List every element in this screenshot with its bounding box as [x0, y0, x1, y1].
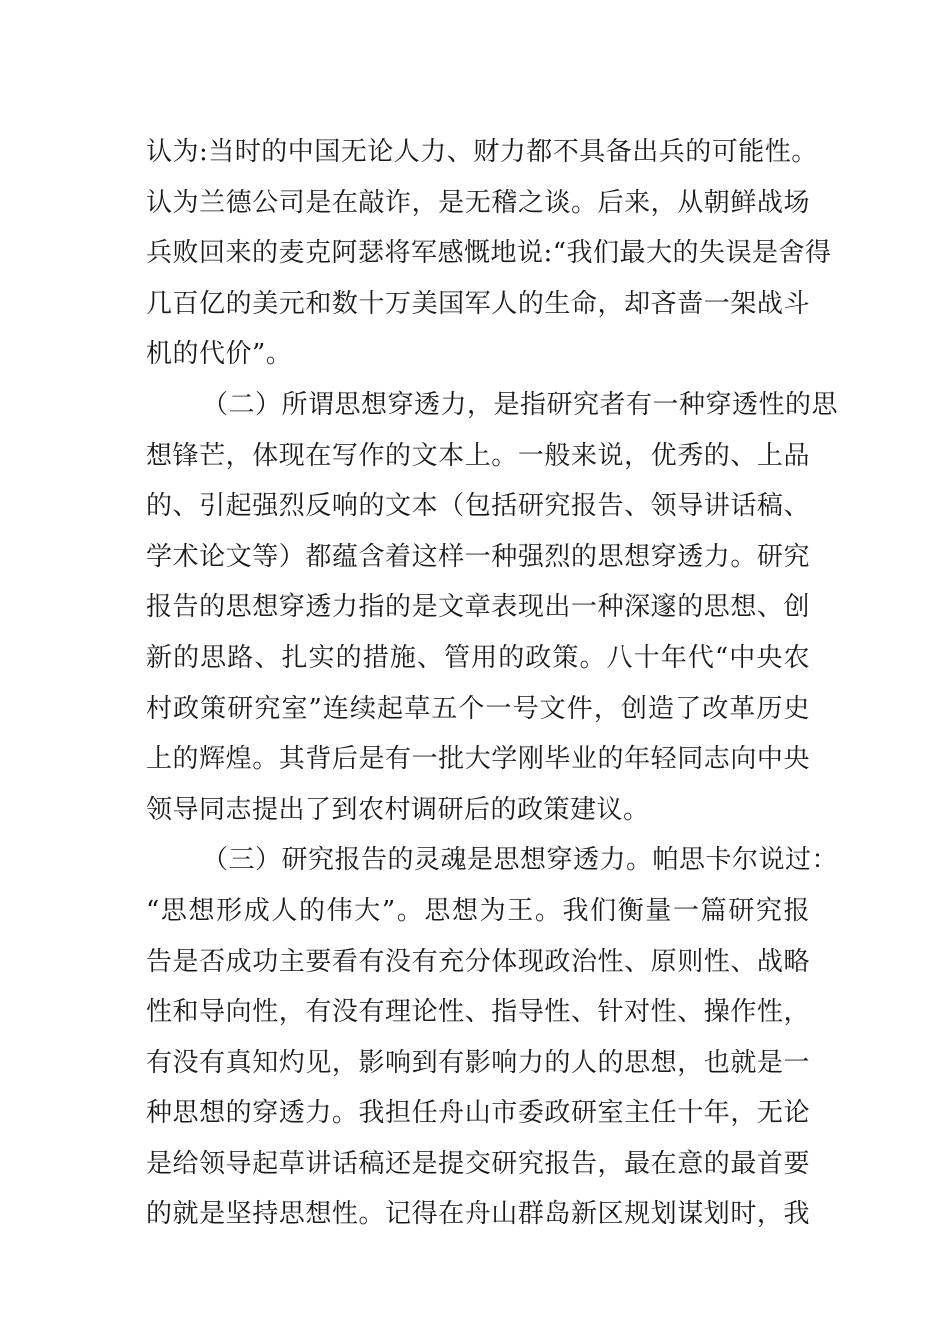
- text-line: 的就是坚持思想性。记得在舟山群岛新区规划谋划时，我: [146, 1199, 810, 1230]
- paragraph-section-two: [146, 380, 839, 835]
- text-line: 上的辉煌。其背后是有一批大学刚毕业的年轻同志向中央: [146, 744, 810, 775]
- text-line: 领导同志提出了到农村调研后的政策建议。: [146, 794, 650, 825]
- text-line: 报告的思想穿透力指的是文章表现出一种深邃的思想、创: [146, 592, 810, 623]
- text-line: 认为兰德公司是在敲诈，是无稽之谈。后来，从朝鲜战场: [146, 187, 810, 218]
- text-line: 机的代价”。: [146, 339, 293, 370]
- text-line: （三）研究报告的灵魂是思想穿透力。帕思卡尔说过：: [202, 845, 839, 876]
- text-line: 学术论文等）都蕴含着这样一种强烈的思想穿透力。研究: [146, 541, 810, 572]
- body-text: [146, 127, 839, 1240]
- text-line: “思想形成人的伟大”。思想为王。我们衡量一篇研究报: [146, 895, 810, 926]
- text-line: 村政策研究室”连续起草五个一号文件，创造了改革历史: [146, 693, 810, 724]
- text-line: 种思想的穿透力。我担任舟山市委政研室主任十年，无论: [146, 1098, 810, 1129]
- paragraph-section-three: [146, 835, 839, 1240]
- text-line: 的、引起强烈反响的文本（包括研究报告、领导讲话稿、: [146, 491, 810, 522]
- paragraph-continuation: [146, 127, 832, 380]
- text-line: 想锋芒，体现在写作的文本上。一般来说，优秀的、上品: [146, 440, 810, 471]
- text-line: 性和导向性，有没有理论性、指导性、针对性、操作性，: [146, 997, 810, 1028]
- text-line: 几百亿的美元和数十万美国军人的生命，却吝啬一架战斗: [146, 288, 810, 319]
- text-line: 认为:当时的中国无论人力、财力都不具备出兵的可能性。: [146, 137, 818, 167]
- text-line: 有没有真知灼见，影响到有影响力的人的思想，也就是一: [146, 1047, 810, 1078]
- text-line: 兵败回来的麦克阿瑟将军感慨地说:“我们最大的失误是舍得: [146, 238, 832, 269]
- text-line: （二）所谓思想穿透力，是指研究者有一种穿透性的思: [202, 389, 839, 420]
- text-line: 是给领导起草讲话稿还是提交研究报告，最在意的最首要: [146, 1148, 810, 1179]
- text-line: 告是否成功主要看有没有充分体现政治性、原则性、战略: [146, 946, 810, 977]
- text-line: 新的思路、扎实的措施、管用的政策。八十年代“中央农: [146, 642, 810, 673]
